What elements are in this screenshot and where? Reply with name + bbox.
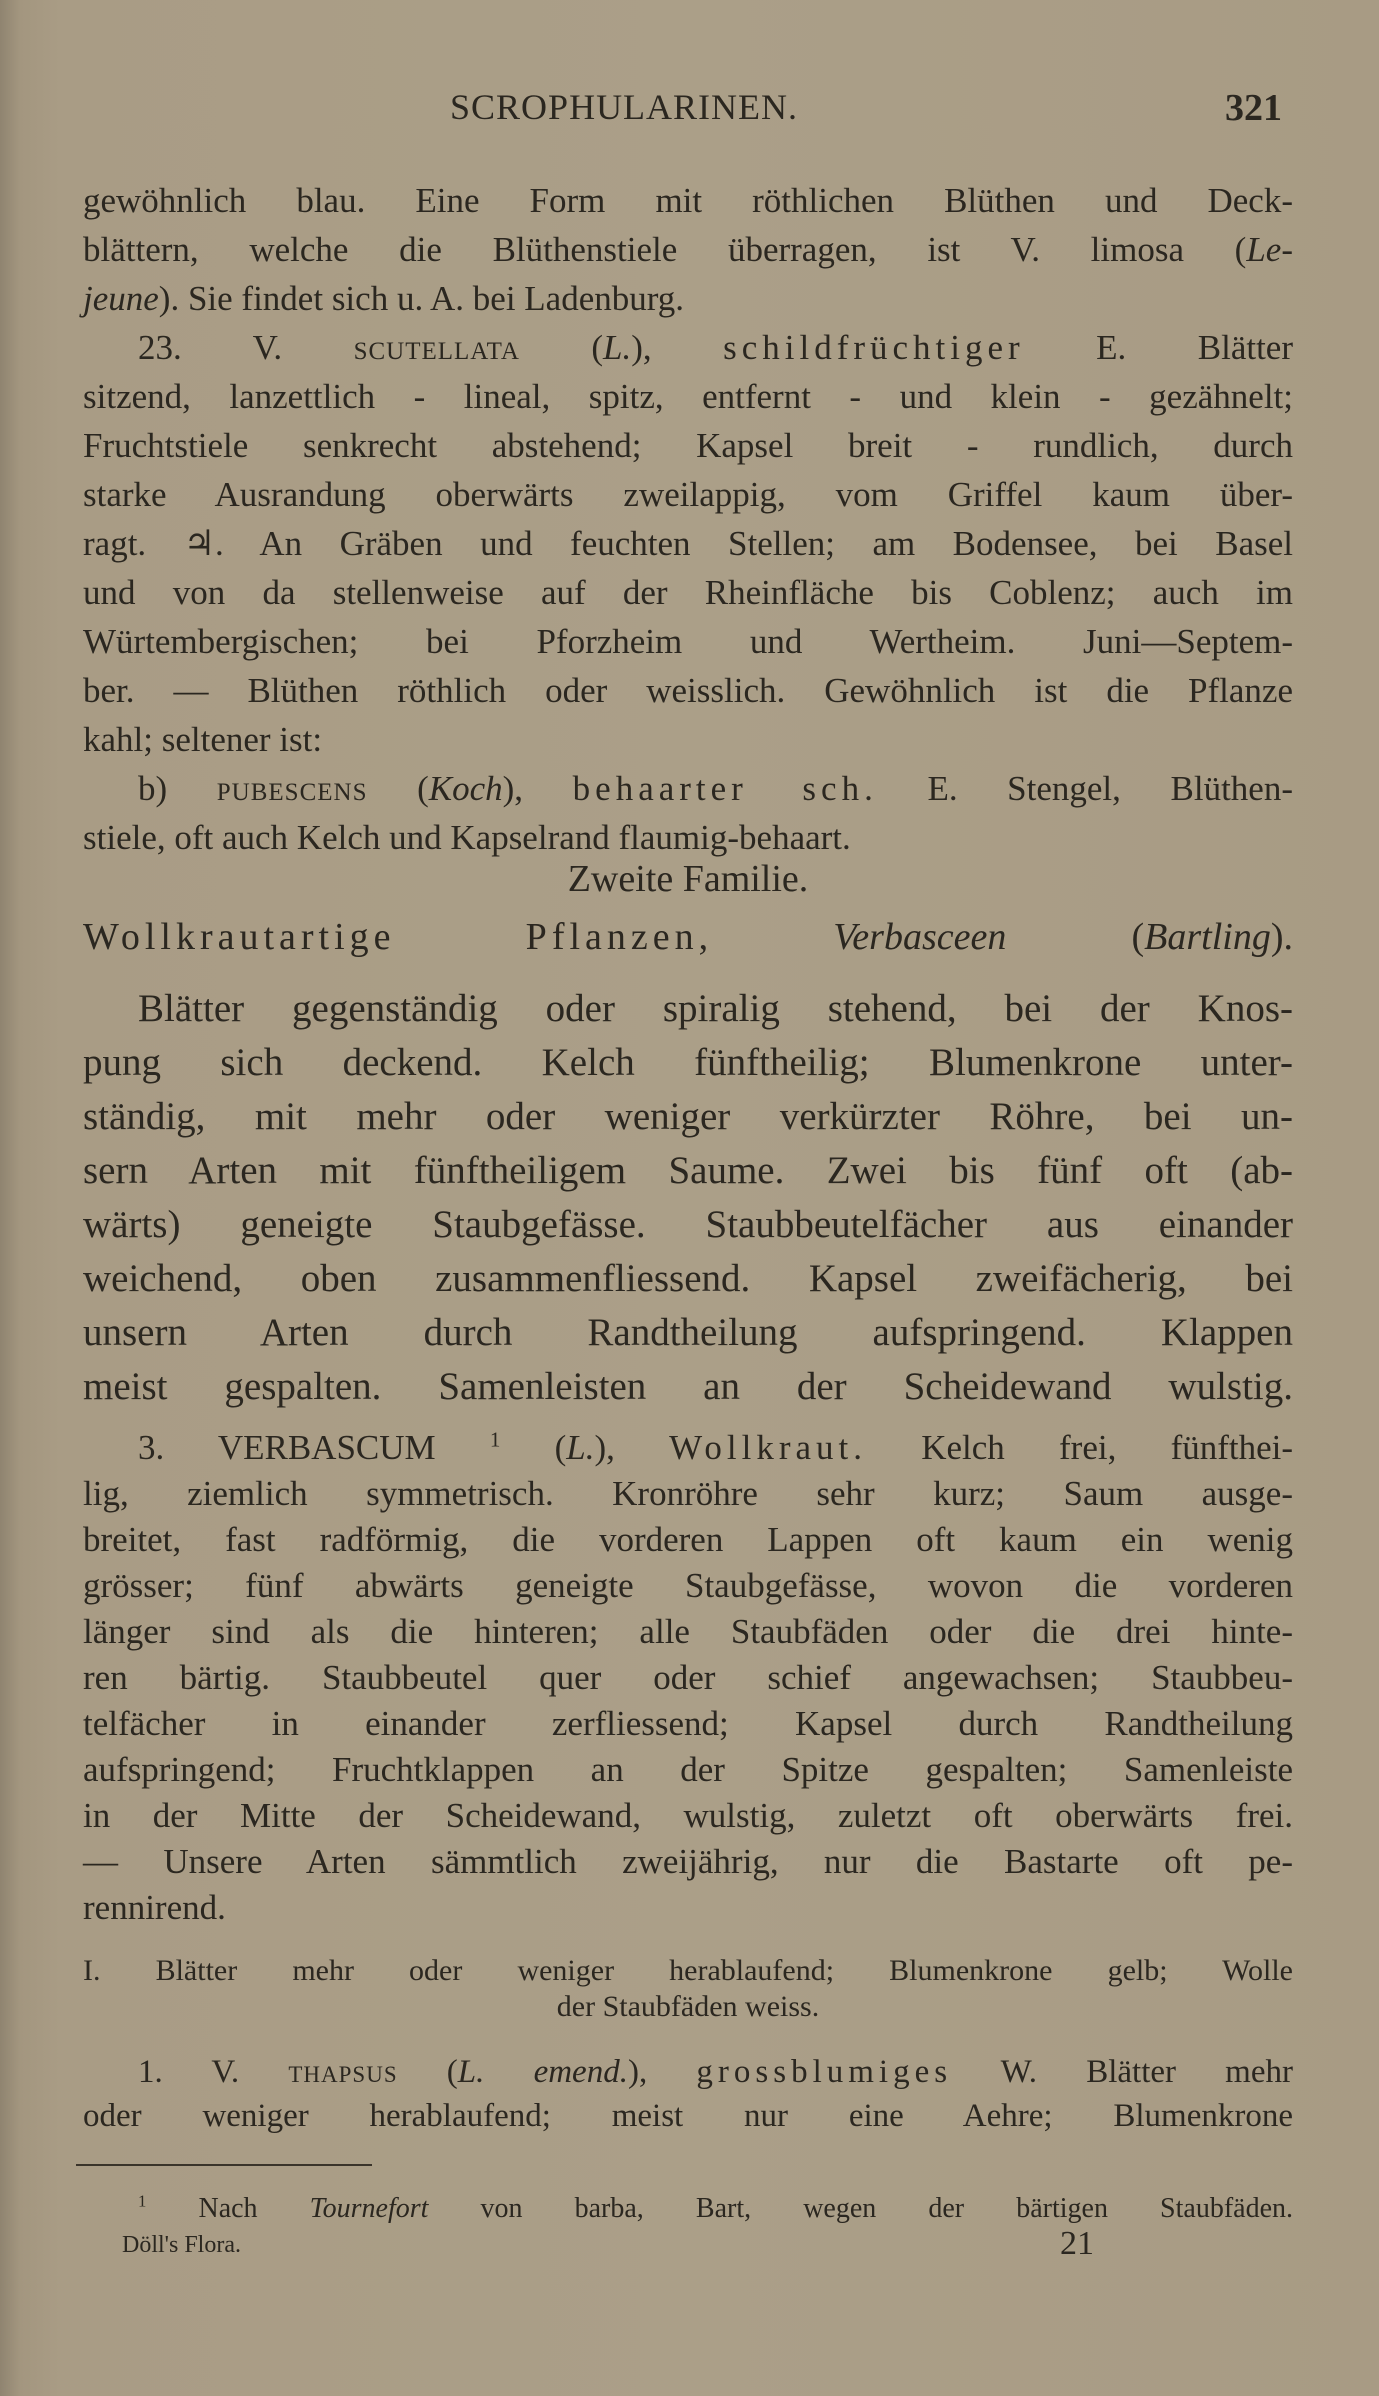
italic-text: jeune bbox=[83, 279, 159, 318]
section-key bbox=[83, 1953, 1293, 2025]
text-line bbox=[83, 2190, 1293, 2228]
text-line bbox=[83, 715, 1293, 764]
text-line bbox=[83, 1425, 1293, 1471]
text-run: Zweite Familie. bbox=[567, 858, 809, 900]
text-run: Würtembergischen; bei Pforzheim und Wertheim. Juni—Septem- bbox=[83, 622, 1293, 661]
spaced-name: Wollkrautartige Pflanzen bbox=[83, 916, 699, 958]
text-run: Blätter gegenständig oder spiralig stehend, bei der Knos- bbox=[138, 987, 1293, 1030]
text-run: telfächer in einander zerfliessend; Kapsel durch Randtheilung bbox=[83, 1704, 1293, 1743]
text-run: starke Ausrandung oberwärts zweilappig, vom Griffel kaum über- bbox=[83, 475, 1293, 514]
verbascum-genus-description bbox=[83, 1425, 1293, 1931]
text-line bbox=[83, 1563, 1293, 1609]
text-run: — Unsere Arten sämmtlich zweijährig, nur die Bastarte oft pe- bbox=[83, 1842, 1293, 1881]
text-line bbox=[83, 1793, 1293, 1839]
text-run: wärts) geneigte Staubgefässe. Staubbeutelfächer aus einander bbox=[83, 1203, 1293, 1246]
text-line bbox=[83, 2094, 1293, 2138]
smallcaps-name: scutellata bbox=[353, 328, 520, 367]
text-run: ), bbox=[631, 328, 724, 367]
text-run: in der Mitte der Scheidewand, wulstig, zuletzt oft oberwärts frei. bbox=[83, 1796, 1293, 1835]
text-run: b) bbox=[138, 769, 217, 808]
text-run: 3. VERBASCUM bbox=[138, 1428, 490, 1467]
text-line bbox=[83, 856, 1293, 902]
text-run: ), bbox=[627, 2054, 697, 2090]
spaced-name: schildfrüchtiger bbox=[723, 328, 1025, 367]
text-run: ), bbox=[502, 769, 573, 808]
text-run: ragt. ♃. An Gräben und feuchten Stellen; am Bodensee, bei Basel bbox=[83, 524, 1293, 563]
footnote-marker: 1 bbox=[489, 1427, 501, 1452]
running-header bbox=[0, 86, 1379, 136]
italic-text: L. emend. bbox=[457, 2054, 628, 2090]
text-line bbox=[83, 176, 1293, 225]
text-line bbox=[83, 912, 1293, 962]
text-line bbox=[83, 1655, 1293, 1701]
text-line bbox=[83, 1090, 1293, 1144]
text-run: aufspringend; Fruchtklappen an der Spitze gespalten; Samenleiste bbox=[83, 1750, 1293, 1789]
text-line bbox=[83, 617, 1293, 666]
text-line bbox=[83, 1306, 1293, 1360]
text-line bbox=[83, 1953, 1293, 1989]
text-run: gewöhnlich blau. Eine Form mit röthlichen Blüthen und Deck- bbox=[83, 181, 1293, 220]
text-run: ( bbox=[519, 328, 604, 367]
text-run: länger sind als die hinteren; alle Staubfäden oder die drei hinte- bbox=[83, 1612, 1293, 1651]
italic-text: Koch bbox=[428, 769, 503, 808]
text-line bbox=[83, 1747, 1293, 1793]
text-line bbox=[83, 519, 1293, 568]
italic-text: Tournefort bbox=[309, 2193, 429, 2224]
text-run: lig, ziemlich symmetrisch. Kronröhre sehr kurz; Saum ausge- bbox=[83, 1474, 1293, 1513]
smallcaps-name: pubescens bbox=[216, 769, 368, 808]
text-line bbox=[83, 1360, 1293, 1414]
text-run: ), bbox=[594, 1428, 670, 1467]
text-line bbox=[83, 1036, 1293, 1090]
text-run: ( bbox=[1006, 916, 1145, 958]
text-line bbox=[83, 568, 1293, 617]
text-run: weichend, oben zusammenfliessend. Kapsel zweifächerig, bei bbox=[83, 1257, 1293, 1300]
text-run: I. Blätter mehr oder weniger herablaufend; Blumenkrone gelb; Wolle bbox=[83, 1954, 1293, 1987]
text-run: oder weniger herablaufend; meist nur eine Aehre; Blumenkrone bbox=[83, 2098, 1293, 2134]
thapsus-entry bbox=[83, 2050, 1293, 2138]
text-run: pung sich deckend. Kelch fünftheilig; Blumenkrone unter- bbox=[83, 1041, 1293, 1084]
text-run: von barba, Bart, wegen der bärtigen Staubfäden. bbox=[428, 2193, 1293, 2224]
text-line bbox=[83, 764, 1293, 813]
text-line bbox=[83, 1609, 1293, 1655]
italic-text: Le- bbox=[1246, 230, 1293, 269]
text-run: breitet, fast radförmig, die vorderen Lappen oft kaum ein wenig bbox=[83, 1520, 1293, 1559]
smallcaps-name: thapsus bbox=[288, 2054, 398, 2090]
text-run: Nach bbox=[146, 2193, 310, 2224]
text-run: Fruchtstiele senkrecht abstehend; Kapsel breit - rundlich, durch bbox=[83, 426, 1293, 465]
text-line bbox=[83, 421, 1293, 470]
text-run: ). Sie findet sich u. A. bei Ladenburg. bbox=[158, 279, 685, 318]
text-line bbox=[83, 1252, 1293, 1306]
spaced-name: grossblumiges bbox=[696, 2054, 953, 2090]
footnote bbox=[83, 2190, 1293, 2228]
text-run: und von da stellenweise auf der Rheinfläche bis Coblenz; auch im bbox=[83, 573, 1293, 612]
text-run: meist gespalten. Samenleisten an der Scheidewand wulstig. bbox=[83, 1365, 1293, 1408]
text-run: ren bärtig. Staubbeutel quer oder schief angewachsen; Staubbeu- bbox=[83, 1658, 1293, 1697]
family-description bbox=[83, 982, 1293, 1414]
spaced-name: behaarter sch. bbox=[572, 769, 878, 808]
text-run: der Staubfäden weiss. bbox=[556, 1990, 820, 2023]
family-subheading bbox=[83, 912, 1293, 962]
sheet-number: 21 bbox=[1060, 2225, 1094, 2262]
text-run: ( bbox=[367, 769, 429, 808]
text-run: E. Blätter bbox=[1024, 328, 1294, 367]
text-line bbox=[83, 1885, 1293, 1931]
text-run: sitzend, lanzettlich - lineal, spitz, entfernt - und klein - gezähnelt; bbox=[83, 377, 1293, 416]
text-run: , bbox=[698, 916, 834, 958]
text-run: kahl; seltener ist: bbox=[83, 720, 323, 759]
text-run: sern Arten mit fünftheiligem Saume. Zwei bis fünf oft (ab- bbox=[83, 1149, 1293, 1192]
text-run: ber. — Blüthen röthlich oder weisslich. Gewöhnlich ist die Pflanze bbox=[83, 671, 1293, 710]
italic-text: L. bbox=[566, 1428, 595, 1467]
text-run: ständig, mit mehr oder weniger verkürzter Röhre, bei un- bbox=[83, 1095, 1293, 1138]
text-line bbox=[83, 274, 1293, 323]
italic-text: L. bbox=[603, 328, 632, 367]
running-title: SCROPHULARINEN. bbox=[450, 87, 799, 127]
text-line bbox=[83, 982, 1293, 1036]
text-line bbox=[83, 666, 1293, 715]
text-run: blättern, welche die Blüthenstiele überragen, ist V. limosa ( bbox=[83, 230, 1247, 269]
spaced-name: Wollkraut. bbox=[669, 1428, 868, 1467]
text-line bbox=[83, 323, 1293, 372]
text-line bbox=[83, 1198, 1293, 1252]
italic-text: Bartling bbox=[1144, 916, 1271, 958]
text-line bbox=[83, 470, 1293, 519]
text-line bbox=[83, 813, 1293, 862]
text-line bbox=[83, 1839, 1293, 1885]
footnote-rule bbox=[76, 2164, 372, 2166]
text-line bbox=[83, 1471, 1293, 1517]
text-run: 1. V. bbox=[138, 2054, 289, 2090]
text-run: ). bbox=[1270, 916, 1294, 958]
signature-mark: Döll's Flora. bbox=[122, 2232, 241, 2258]
text-line bbox=[83, 225, 1293, 274]
text-run: Kelch frei, fünfthei- bbox=[867, 1428, 1294, 1467]
footnote-marker: 1 bbox=[138, 2191, 147, 2211]
text-run: ( bbox=[397, 2054, 458, 2090]
text-line bbox=[83, 1144, 1293, 1198]
text-run: 23. V. bbox=[138, 328, 354, 367]
text-line bbox=[83, 1517, 1293, 1563]
text-line bbox=[83, 1989, 1293, 2025]
text-run: stiele, oft auch Kelch und Kapselrand flaumig-behaart. bbox=[83, 818, 851, 857]
text-line bbox=[83, 1701, 1293, 1747]
scutellata-paragraphs bbox=[83, 176, 1293, 862]
text-run: W. Blätter mehr bbox=[952, 2054, 1293, 2090]
family-heading bbox=[83, 856, 1293, 902]
text-run: unsern Arten durch Randtheilung aufspringend. Klappen bbox=[83, 1311, 1293, 1354]
italic-text: Verbasceen bbox=[833, 916, 1007, 958]
text-run: rennirend. bbox=[83, 1888, 226, 1927]
text-run: ( bbox=[500, 1428, 567, 1467]
text-line bbox=[83, 2050, 1293, 2094]
page-number: 321 bbox=[1225, 87, 1282, 129]
text-run: E. Stengel, Blüthen- bbox=[877, 769, 1293, 808]
text-line bbox=[83, 372, 1293, 421]
text-run: grösser; fünf abwärts geneigte Staubgefässe, wovon die vorderen bbox=[83, 1566, 1293, 1605]
